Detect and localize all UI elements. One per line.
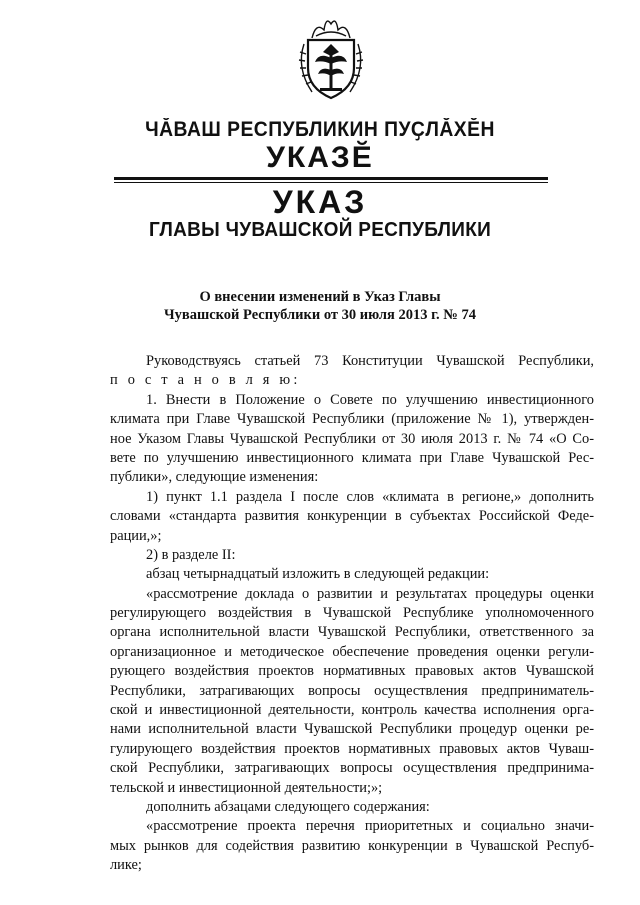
body-line: тельской и инвестиционной деятельности;»; <box>110 779 383 796</box>
body-line: вете по улучшению инвестиционного климата при Главе Чувашской Рес- <box>110 449 594 466</box>
body-line: ской и инвестиционной деятельности, контроль качества исполнения орга- <box>110 702 594 719</box>
body-line: органа исполнительной власти Чувашской Республики, ответственного за <box>110 624 594 641</box>
body-line: Республики, затрагивающих вопросы осуществления предприниматель- <box>110 682 594 699</box>
header-chuvash-line2: УКАЗӖ <box>266 141 374 174</box>
body-line: мых рынков для содействия развитию конкуренции в Чувашской Респуб- <box>110 837 594 854</box>
body-line: п о с т а н о в л я ю: <box>110 372 301 389</box>
body-line: климата при Главе Чувашской Республики (приложение № 1), утвержден- <box>110 411 594 428</box>
decree-title-line1: О внесении изменений в Указ Главы <box>199 289 441 305</box>
decree-body <box>110 352 594 876</box>
body-line: публики», следующие изменения: <box>110 469 319 486</box>
body-line: 2) в разделе II: <box>146 546 236 563</box>
body-line: организационное и методическое обеспечение проведения оценки регули- <box>110 643 594 660</box>
body-line: 1. Внести в Положение о Совете по улучшению инвестиционного <box>146 391 594 408</box>
header-rule-thin <box>114 182 548 183</box>
body-line: «рассмотрение проекта перечня приоритетных и социально значи- <box>146 818 594 835</box>
chuvash-coat-of-arms-icon <box>290 8 372 104</box>
header-russian-line1: УКАЗ <box>272 184 368 220</box>
body-line: абзац четырнадцатый изложить в следующей редакции: <box>146 566 490 583</box>
body-line: гулирующего воздействия проектов нормативных правовых актов Чуваш- <box>110 740 594 757</box>
header-rule-thick <box>114 177 548 180</box>
body-line: дополнить абзацами следующего содержания: <box>146 798 430 815</box>
body-line: «рассмотрение доклада о развитии и результатах процедуры оценки <box>146 585 594 602</box>
body-line: рующего воздействия проектов нормативных правовых актов Чувашской <box>110 663 594 680</box>
body-line: регулирующего воздействия в Чувашской Республике уполномоченного <box>110 605 594 622</box>
body-line: 1) пункт 1.1 раздела I после слов «климата в регионе,» дополнить <box>146 488 594 505</box>
body-line: рации,»; <box>110 527 162 544</box>
body-line: нами исполнительной власти Чувашской Республики процедур оценки ре- <box>110 721 594 738</box>
header-chuvash-line1: ЧӐВАШ РЕСПУБЛИКИН ПУҪЛӐХӖН <box>145 118 495 141</box>
body-line: ской Республики, затрагивающих вопросы осуществления предпринима- <box>110 760 594 777</box>
decree-title-line2: Чувашской Республики от 30 июля 2013 г. № 74 <box>163 307 476 323</box>
body-line: словами «стандарта развития конкуренции в субъектах Российской Феде- <box>110 508 594 525</box>
body-line: ное Указом Главы Чувашской Республики от 30 июля 2013 г. № 74 «О Со- <box>110 430 594 447</box>
header-russian-line2: ГЛАВЫ ЧУВАШСКОЙ РЕСПУБЛИКИ <box>148 219 492 241</box>
body-line: лике; <box>110 857 142 874</box>
body-line: Руководствуясь статьей 73 Конституции Чувашской Республики, <box>146 353 594 369</box>
